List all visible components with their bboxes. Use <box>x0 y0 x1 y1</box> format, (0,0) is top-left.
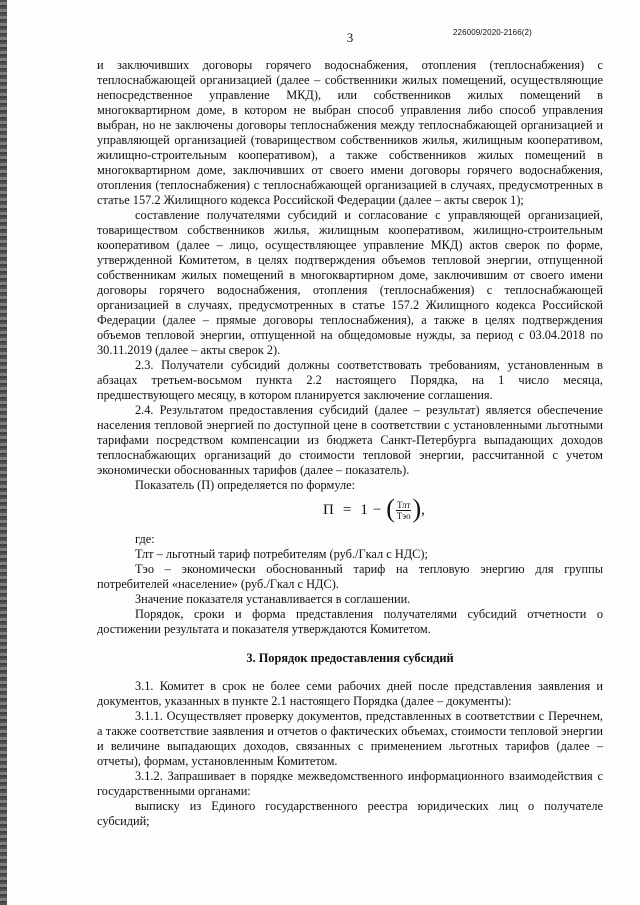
scan-edge-artifact <box>0 0 7 905</box>
paragraph-2-3: 2.3. Получатели субсидий должны соответствовать требованиям, установленным в абзацах третьем-восьмом пункта 2.2 настоящего Порядка, на 1 число месяца, предшествующего месяцу, в котором планируется заключение соглашения. <box>97 358 603 402</box>
document-body <box>97 58 603 829</box>
paragraph-3-1-2: 3.1.2. Запрашивает в порядке межведомственного информационного взаимодействия с государственными органами: <box>97 769 603 798</box>
formula-right-paren: ) <box>412 494 422 523</box>
formula-equals: = <box>342 501 352 518</box>
paragraph-tlt-definition: Тлт – льготный тариф потребителям (руб./Гкал с НДС); <box>135 547 428 561</box>
paragraph-where: где: <box>135 532 155 546</box>
section-title: 3. Порядок предоставления субсидий <box>246 651 454 665</box>
formula-numerator: Тлт <box>396 499 411 510</box>
formula-denominator: Тэо <box>396 510 411 521</box>
indicator-formula <box>97 493 603 532</box>
page-number: 3 <box>346 30 354 45</box>
paragraph-3-1-1: 3.1.1. Осуществляет проверку документов, представленных в соответствии с Перечнем, а также соответствие заявления и отчетов о фактических объемах, стоимости тепловой энергии и величине выпадающих доходов, связанных с применением льготных тарифов (далее – отчеты), формам, установленным Комитетом. <box>97 709 603 768</box>
formula-lhs: П <box>323 501 334 518</box>
formula-fraction <box>396 500 411 521</box>
paragraph-2-4: 2.4. Результатом предоставления субсидий (далее – результат) является обеспечение населения тепловой энергией по доступной цене в соответствии с установленными льготными тарифами посредством компенсации из бюджета Санкт-Петербурга выпадающих доходов теплоснабжающих организаций до стоимости тепловой энергии, рассчитанной с учетом экономически обоснованных тарифов (далее – показатель). <box>97 403 603 477</box>
paragraph-3-1: 3.1. Комитет в срок не более семи рабочих дней после представления заявления и документов, указанных в пункте 2.1 настоящего Порядка (далее – документы): <box>97 679 603 708</box>
paragraph-formula-intro: Показатель (П) определяется по формуле: <box>135 478 356 492</box>
paragraph-egrul-extract: выписку из Единого государственного реестра юридических лиц о получателе субсидий; <box>97 799 603 828</box>
paragraph-reconciliation-acts: составление получателями субсидий и согласование с управляющей организацией, товариществом собственников жилья, жилищным кооперативом, жилищно-строительным кооперативом (далее – лицо, осуществляющее управление МКД) актов сверок по форме, утвержденной Комитетом, в целях подтверждения объемов тепловой энергии, отпущенной собственникам жилых помещений в многоквартирном доме, заключившим от своего имени договоры горячего водоснабжения, отопления (теплоснабжения) с теплоснабжающей организацией в случаях, предусмотренных в статье 157.2 Жилищного кодекса Российской Федерации (далее – прямые договоры теплоснабжения), а также в целях подтверждения объемов тепловой энергии, отпущенной на общедомовые нужды, за период с 03.04.2018 по 30.11.2019 (далее – акты сверок 2). <box>97 208 603 357</box>
formula-minus: − <box>372 501 382 518</box>
paragraph-continuation: и заключивших договоры горячего водоснабжения, отопления (теплоснабжения) с теплоснабжающей организацией (далее – собственники жилых помещений, осуществляющие непосредственное управление МКД), или собственников жилых помещений в многоквартирном доме, в котором не выбран способ управления либо способ управления выбран, но не заключены договоры теплоснабжения между теплоснабжающей организацией и управляющей организацией (товариществом собственников жилья, жилищным кооперативом, жилищно-строительным кооперативом), а также собственников жилых помещений в многоквартирном доме, заключивших от своего имени договоры горячего водоснабжения, отопления (теплоснабжения) с теплоснабжающей организацией в случаях, предусмотренных в статье 157.2 Жилищного кодекса Российской Федерации (далее – акты сверок 1); <box>97 58 603 207</box>
document-number: 226009/2020-2166(2) <box>453 28 532 37</box>
formula-one: 1 <box>360 501 368 518</box>
formula-left-paren: ( <box>386 494 395 523</box>
paragraph-indicator-value: Значение показателя устанавливается в соглашении. <box>135 592 411 606</box>
formula-comma: , <box>421 501 425 518</box>
paragraph-reporting-order: Порядок, сроки и форма представления получателями субсидий отчетности о достижении результата и показателя утверждаются Комитетом. <box>97 607 603 636</box>
paragraph-teo-definition: Тэо – экономически обоснованный тариф на тепловую энергию для группы потребителей «население» (руб./Гкал с НДС). <box>97 562 603 591</box>
